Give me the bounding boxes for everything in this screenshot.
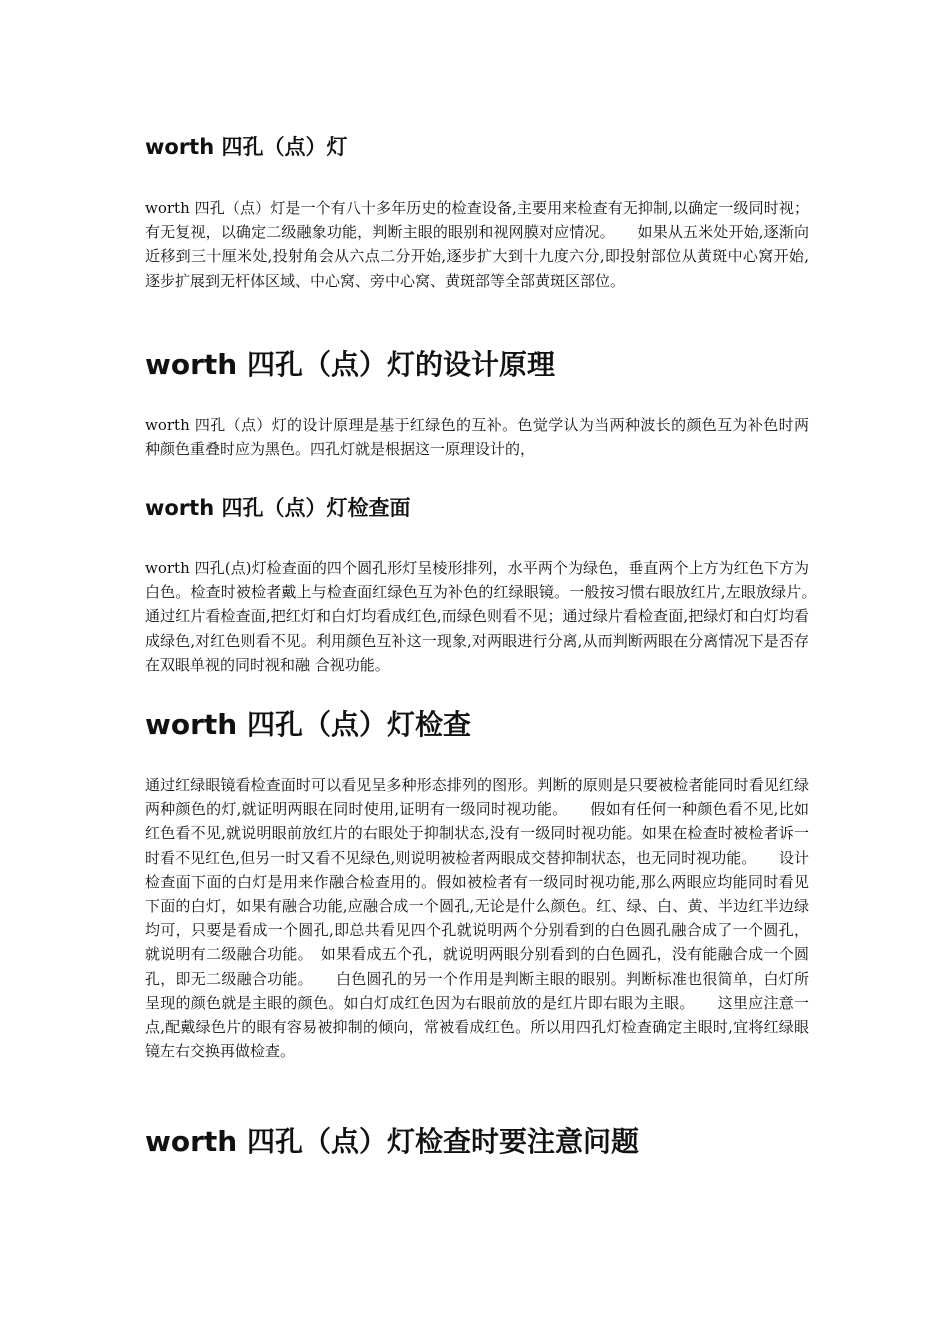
section-paragraph-examination: 通过红绿眼镜看检查面时可以看见呈多种形态排列的图形。判断的原则是只要被检者能同时看见红绿两种颜色的灯,就证明两眼在同时使用,证明有一级同时视功能。 假如有任何一种颜色看不见,比如红色看不见,就说明眼前放红片的右眼处于抑制状态,没有一级同时视功能。如果在检查时被检者诉一时看不见红色,但另一时又看不见绿色,则说明被检者两眼成交替抑制状态，也无同时视功能。 设计检查面下面的白灯是用来作融合检查用的。假如被检者有一级同时视功能,那么两眼应均能同时看见下面的白灯，如果有融合功能,应融合成一个圆孔,无论是什么颜色。红、绿、白、黄、半边红半边绿均可，只要是看成一个圆孔,即总共看见四个孔就说明两个分别看到的白色圆孔融合成了一个圆孔，就说明有二级融合功能。 如果看成五个孔，就说明两眼分别看到的白色圆孔，没有能融合成一个圆孔，即无二级融合功能。 白色圆孔的另一个作用是判断主眼的眼别。判断标准也很简单，白灯所呈现的颜色就是主眼的颜色。如白灯成红色因为右眼前放的是红片即右眼为主眼。 这里应注意一点,配戴绿色片的眼有容易被抑制的倾向，常被看成红色。所以用四孔灯检查确定主眼时,宜将红绿眼镜左右交换再做检查。 [145,776,809,1061]
section-heading-worth-four-dot: worth 四孔（点）灯 [145,135,348,159]
section-heading-design-principle: worth 四孔（点）灯的设计原理 [145,348,555,381]
section-heading-examination: worth 四孔（点）灯检查 [145,708,471,741]
section-heading-test-surface: worth 四孔（点）灯检查面 [145,496,411,520]
section-paragraph-introduction: worth 四孔（点）灯是一个有八十多年历史的检查设备,主要用来检查有无抑制,以确定一级同时视；有无复视，以确定二级融象功能，判断主眼的眼别和视网膜对应情况。 如果从五米处开始,逐渐向近移到三十厘米处,投射角会从六点二分开始,逐步扩大到十九度六分,即投射部位从黄斑中心窝开始,逐步扩展到无杆体区域、中心窝、旁中心窝、黄斑部等全部黄斑区部位。 [145,199,809,290]
section-heading-precautions: worth 四孔（点）灯检查时要注意问题 [145,1125,639,1158]
section-paragraph-design-principle: worth 四孔（点）灯的设计原理是基于红绿色的互补。色觉学认为当两种波长的颜色互为补色时两种颜色重叠时应为黑色。四孔灯就是根据这一原理设计的， [145,416,809,459]
section-paragraph-test-surface: worth 四孔(点)灯检查面的四个圆孔形灯呈棱形排列，水平两个为绿色，垂直两个上方为红色下方为白色。检查时被检者戴上与检查面红绿色互为补色的红绿眼镜。一般按习惯右眼放红片,左眼放绿片。 通过红片看检查面,把红灯和白灯均看成红色,而绿色则看不见；通过绿片看检查面,把绿灯和白灯均看成绿色,对红色则看不见。利用颜色互补这一现象,对两眼进行分离,从而判断两眼在分离情况下是否存在双眼单视的同时视和融 合视功能。 [145,559,840,674]
